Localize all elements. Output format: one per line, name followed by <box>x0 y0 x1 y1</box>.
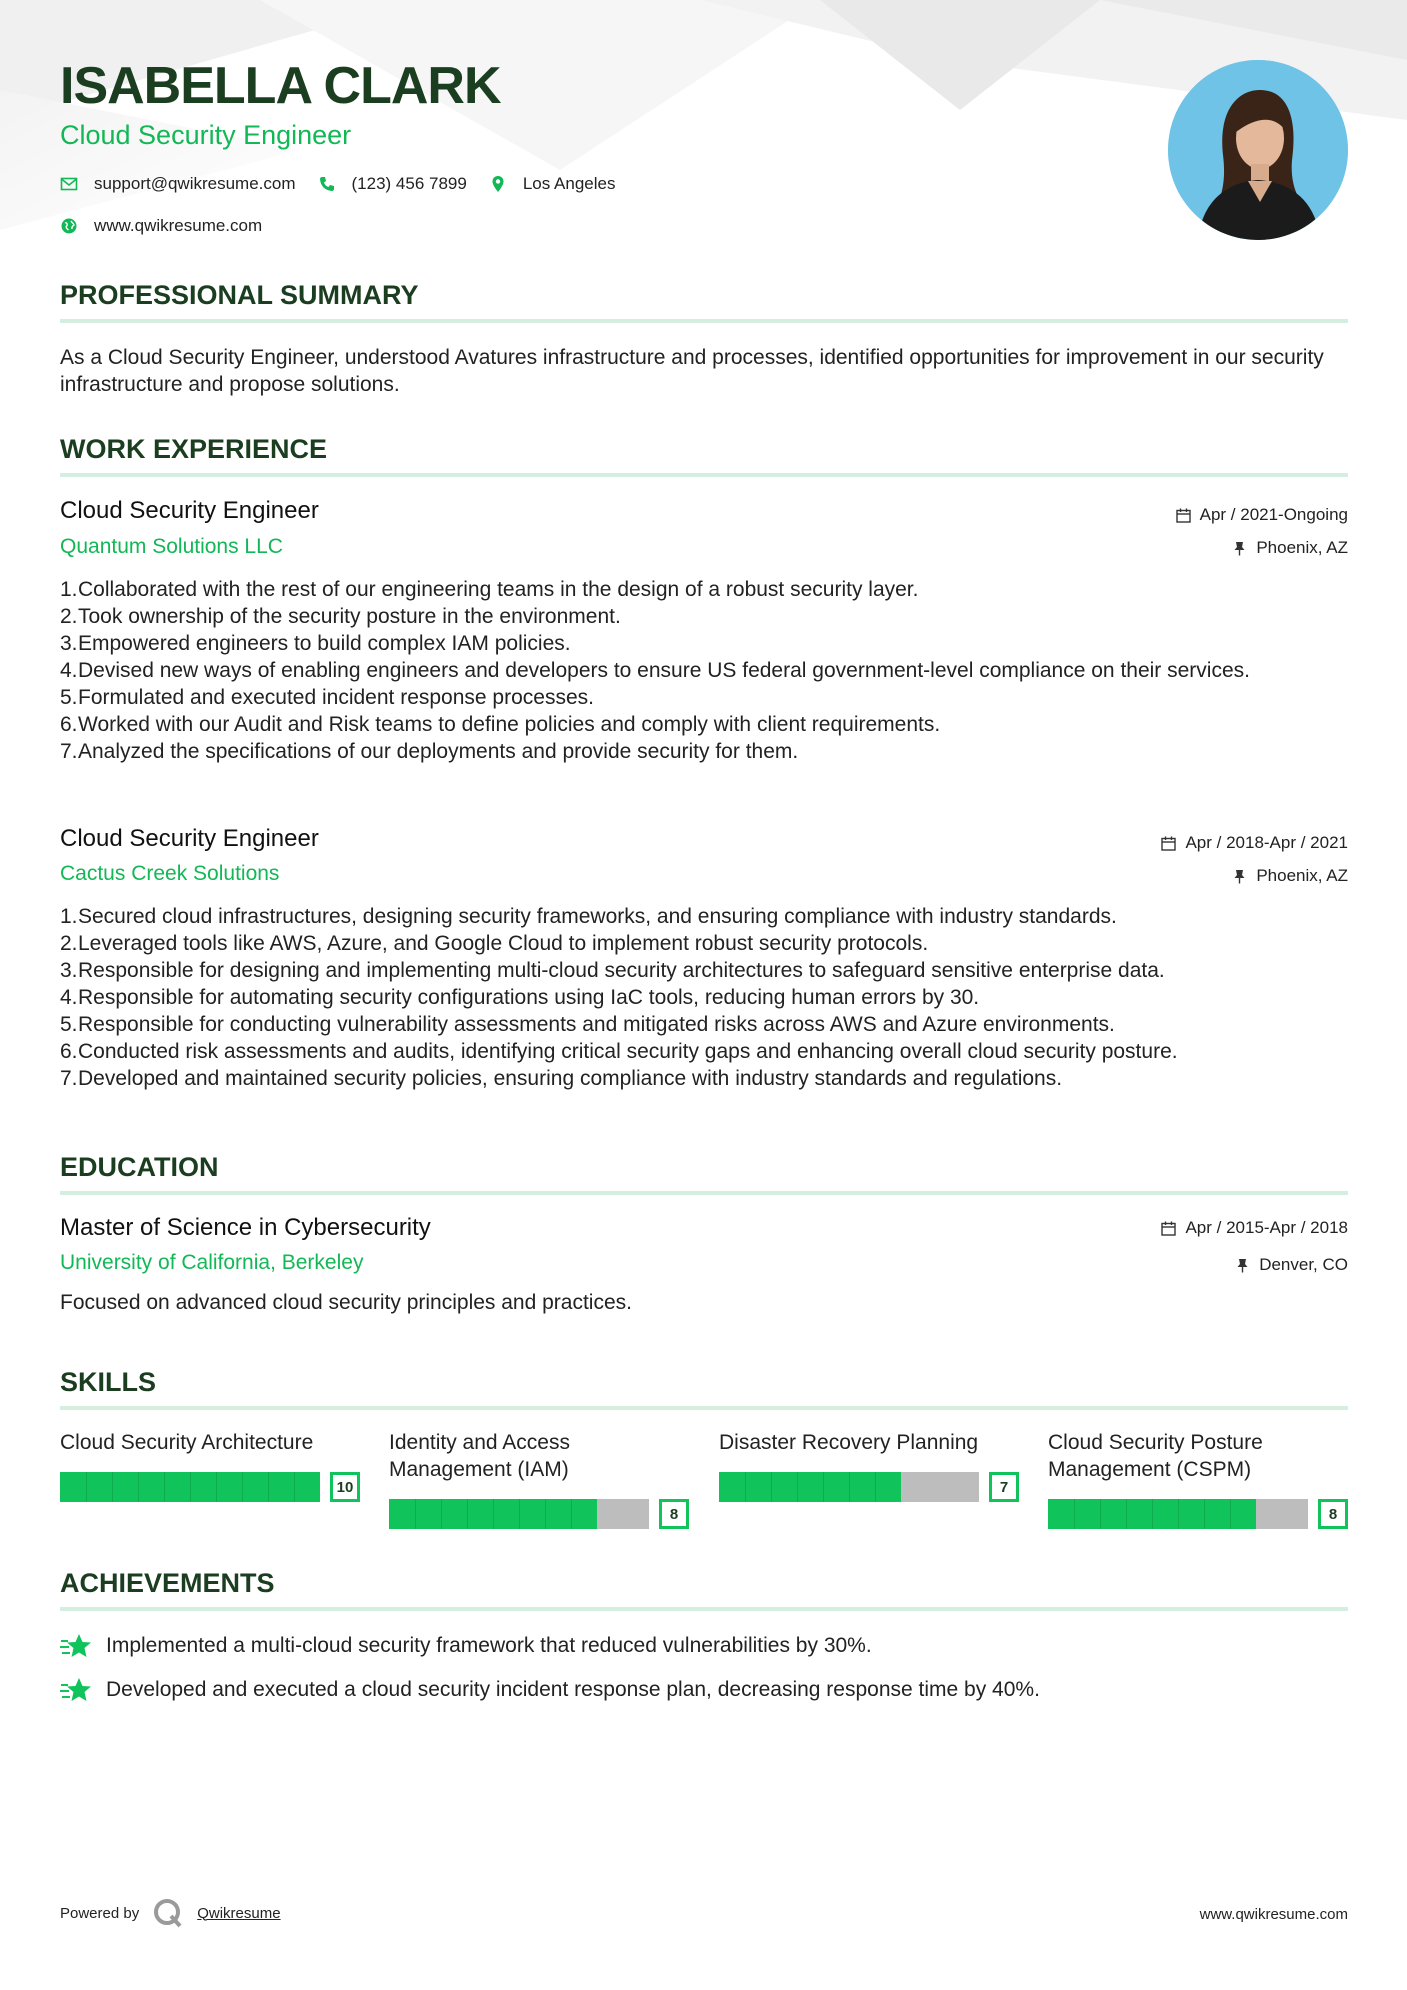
skill-bar-wrap <box>719 1467 1019 1502</box>
pushpin-icon <box>1232 869 1247 884</box>
pushpin-icon <box>1235 1258 1250 1273</box>
job-2-bullets <box>60 903 1350 1092</box>
list-item: 2. Leveraged tools like AWS, Azure, and Google Cloud to implement robust security protocols. <box>60 932 929 955</box>
skill-bar <box>719 1472 1019 1502</box>
skill-bar-segment <box>493 1499 494 1529</box>
list-item: 1. Secured cloud infrastructures, designing security frameworks, and ensuring compliance with industry standards. <box>60 905 1117 928</box>
skill-bar-segment <box>1230 1499 1231 1529</box>
summary-text: As a Cloud Security Engineer, understood Avatures infrastructure and processes, identified opportunities for improvement in our security infrastructure and propose solutions. <box>60 346 1324 396</box>
skill-bar-segment <box>797 1472 798 1502</box>
skill-bar-wrap <box>1048 1494 1348 1529</box>
contact-website[interactable] <box>60 216 262 236</box>
skill-score: 10 <box>330 1472 360 1502</box>
skill-item <box>60 1429 360 1456</box>
contact-email[interactable] <box>60 174 296 194</box>
skill-bar-segment <box>1178 1499 1179 1529</box>
skill-bar <box>60 1472 360 1502</box>
skill-label: Disaster Recovery Planning <box>719 1431 979 1454</box>
education-school: University of California, Berkeley <box>60 1251 364 1274</box>
location-text: Los Angeles <box>522 174 616 193</box>
skill-bar-segment <box>745 1472 746 1502</box>
candidate-title: Cloud Security Engineer <box>60 120 352 150</box>
summary-heading: PROFESSIONAL SUMMARY <box>60 280 1348 323</box>
footer-powered-by <box>60 1898 281 1928</box>
skill-bar-segment <box>875 1472 876 1502</box>
skill-item <box>719 1429 1019 1456</box>
skill-label: Identity and Access Management (IAM) <box>389 1431 570 1481</box>
skill-score: 7 <box>989 1472 1019 1502</box>
list-item: 6. Conducted risk assessments and audits, identifying critical security gaps and enhancing overall cloud security posture. <box>60 1040 1178 1063</box>
job-2-location <box>1232 866 1348 886</box>
achievements-heading: ACHIEVEMENTS <box>60 1568 1348 1611</box>
skill-bar-segment <box>467 1499 468 1529</box>
skill-label: Cloud Security Architecture <box>60 1431 314 1454</box>
job-2-location-text: Phoenix, AZ <box>1256 866 1348 885</box>
contact-location <box>489 174 616 194</box>
list-item: 2. Took ownership of the security posture in the environment. <box>60 605 621 628</box>
achievement-text: Implemented a multi-cloud security framework that reduced vulnerabilities by 30%. <box>106 1634 872 1657</box>
list-item: 6. Worked with our Audit and Risk teams to define policies and comply with client requirements. <box>60 713 941 736</box>
calendar-icon <box>1161 1221 1176 1236</box>
list-item: 5. Responsible for conducting vulnerability assessments and mitigated risks across AWS and Azure environments. <box>60 1013 1115 1036</box>
website-row <box>60 216 284 236</box>
job-1-dates-text: Apr / 2021-Ongoing <box>1199 505 1348 524</box>
phone-text: (123) 456 7899 <box>351 174 467 193</box>
education-degree: Master of Science in Cybersecurity <box>60 1214 431 1241</box>
list-item: 3. Responsible for designing and implementing multi-cloud security architectures to safeguard sensitive enterprise data. <box>60 959 1165 982</box>
skill-bar-segment <box>571 1499 572 1529</box>
skill-bar-segment <box>1074 1499 1075 1529</box>
star-icon <box>60 1632 92 1660</box>
list-item: 4. Responsible for automating security configurations using IaC tools, reducing human errors by 30. <box>60 986 980 1009</box>
skill-bar-segment <box>441 1499 442 1529</box>
list-item: 5. Formulated and executed incident response processes. <box>60 686 594 709</box>
education-heading: EDUCATION <box>60 1152 1348 1195</box>
job-2-company: Cactus Creek Solutions <box>60 862 280 885</box>
envelope-icon <box>60 175 78 193</box>
job-1-bullets <box>60 576 1350 765</box>
contact-phone[interactable] <box>318 174 467 194</box>
skill-item <box>1048 1429 1348 1483</box>
job-1-title: Cloud Security Engineer <box>60 497 319 524</box>
skill-bar-segment <box>86 1472 87 1502</box>
skill-bar-fill <box>719 1472 901 1502</box>
profile-photo-illustration <box>1168 60 1348 240</box>
skill-bar-wrap <box>60 1467 360 1502</box>
education-location <box>1235 1255 1348 1275</box>
star-icon <box>60 1676 92 1704</box>
job-2-title: Cloud Security Engineer <box>60 825 319 852</box>
list-item: 4. Devised new ways of enabling engineers and developers to ensure US federal government-level compliance on their services. <box>60 659 1250 682</box>
list-item: 3. Empowered engineers to build complex IAM policies. <box>60 632 571 655</box>
job-1-location-text: Phoenix, AZ <box>1256 538 1348 557</box>
pushpin-icon <box>1232 541 1247 556</box>
skill-bar-segment <box>1126 1499 1127 1529</box>
qwikresume-logo-icon <box>153 1898 183 1928</box>
brand-link[interactable]: Qwikresume <box>197 1904 281 1922</box>
skill-bar-segment <box>112 1472 113 1502</box>
skill-bar-segment <box>268 1472 269 1502</box>
website-text: www.qwikresume.com <box>94 216 263 235</box>
job-1-company: Quantum Solutions LLC <box>60 535 283 558</box>
skill-bar-wrap <box>389 1494 689 1529</box>
achievement-text: Developed and executed a cloud security incident response plan, decreasing response time by 40%. <box>106 1678 1040 1701</box>
powered-by-label: Powered by <box>60 1904 140 1922</box>
skill-bar-segment <box>164 1472 165 1502</box>
skill-bar-segment <box>823 1472 824 1502</box>
job-2-dates-text: Apr / 2018-Apr / 2021 <box>1185 833 1348 852</box>
globe-icon <box>60 217 78 235</box>
skill-bar-segment <box>1152 1499 1153 1529</box>
skill-item <box>389 1429 689 1483</box>
calendar-icon <box>1176 508 1191 523</box>
list-item: 7. Developed and maintained security policies, ensuring compliance with industry standards and regulations. <box>60 1067 1063 1090</box>
skill-bar-segment <box>216 1472 217 1502</box>
list-item: 7. Analyzed the specifications of our deployments and provide security for them. <box>60 740 799 763</box>
skill-bar-segment <box>294 1472 295 1502</box>
skill-bar-segment <box>1100 1499 1101 1529</box>
skill-score: 8 <box>1318 1499 1348 1529</box>
profile-photo <box>1168 60 1348 240</box>
skill-bar-segment <box>545 1499 546 1529</box>
achievement-item <box>60 1676 1040 1704</box>
email-text: support@qwikresume.com <box>94 174 296 193</box>
candidate-name: ISABELLA CLARK <box>60 57 501 115</box>
experience-heading: WORK EXPERIENCE <box>60 434 1348 477</box>
skill-bar-segment <box>242 1472 243 1502</box>
phone-icon <box>318 175 336 193</box>
calendar-icon <box>1161 836 1176 851</box>
contact-row <box>60 174 637 194</box>
education-location-text: Denver, CO <box>1259 1255 1348 1274</box>
skill-bar <box>1048 1499 1348 1529</box>
job-2-dates <box>1161 833 1348 853</box>
skill-bar-segment <box>519 1499 520 1529</box>
skill-bar-segment <box>415 1499 416 1529</box>
list-item: 1. Collaborated with the rest of our engineering teams in the design of a robust security layer. <box>60 578 919 601</box>
achievement-item <box>60 1632 872 1660</box>
skill-score: 8 <box>659 1499 689 1529</box>
skill-bar-segment <box>138 1472 139 1502</box>
job-1-location <box>1232 538 1348 558</box>
education-dates <box>1161 1218 1348 1238</box>
skill-bar-segment <box>771 1472 772 1502</box>
education-dates-text: Apr / 2015-Apr / 2018 <box>1185 1218 1348 1237</box>
skill-bar-segment <box>190 1472 191 1502</box>
skill-bar-segment <box>1204 1499 1205 1529</box>
education-description: Focused on advanced cloud security principles and practices. <box>60 1291 632 1314</box>
job-1-dates <box>1176 505 1348 525</box>
skills-heading: SKILLS <box>60 1367 1348 1410</box>
map-pin-icon <box>489 175 507 193</box>
skill-label: Cloud Security Posture Management (CSPM) <box>1048 1431 1263 1481</box>
skill-bar <box>389 1499 689 1529</box>
skill-bar-segment <box>849 1472 850 1502</box>
footer-website[interactable]: www.qwikresume.com <box>1199 1906 1348 1923</box>
